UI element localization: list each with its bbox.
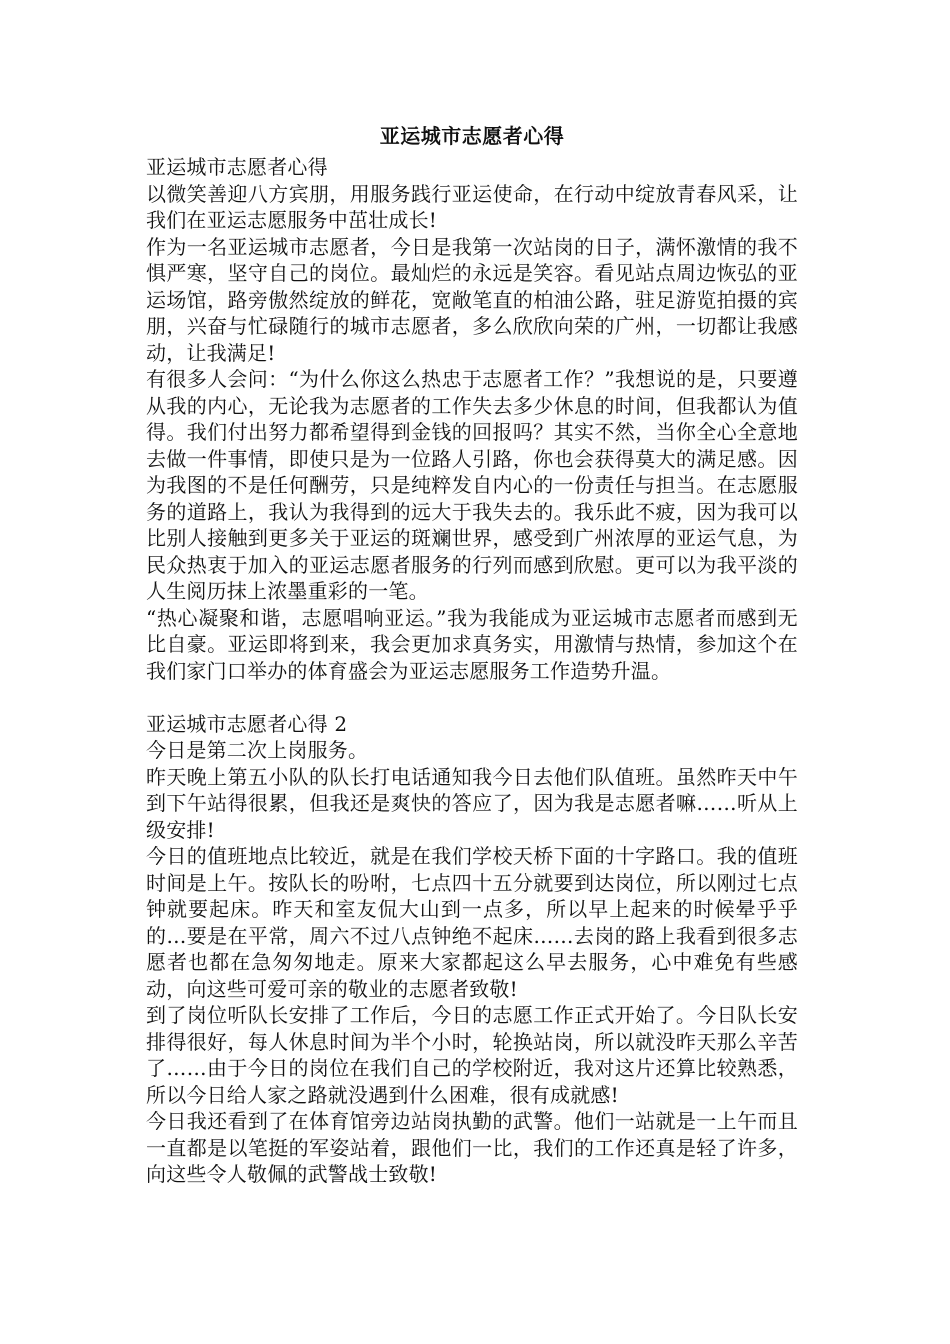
paragraph-duty-location: 今日的值班地点比较近，就是在我们学校天桥下面的十字路口。我的值班时间是上午。按队长的吩咐，七点四十五分就要到达岗位，所以刚过七点钟就要起床。昨天和室友侃大山到一点多，所以早上起来的时候晕乎乎的…要是在平常，周六不过八点钟绝不起床……去岗的路上我看到很多志愿者也都在急匆匆地走。原来大家都起这么早去服务，心中难免有些感动，向这些可爱可亲的敬业的志愿者致敬!: [146, 844, 798, 1001]
blank-line: [146, 684, 798, 711]
paragraph-armed-police: 今日我还看到了在体育馆旁边站岗执勤的武警。他们一站就是一上午而且一直都是以笔挺的军姿站着，跟他们一比，我们的工作还真是轻了许多，向这些令人敬佩的武警战士致敬!: [146, 1109, 798, 1186]
paragraph-first-shift: 作为一名亚运城市志愿者，今日是我第一次站岗的日子，满怀激情的我不惧严寒，坚守自己的岗位。最灿烂的永远是笑容。看见站点周边恢弘的亚运场馆，路旁傲然绽放的鲜花，宽敞笔直的柏油公路，驻足游览拍摄的宾朋，兴奋与忙碌随行的城市志愿者，多么欣欣向荣的广州，一切都让我感动，让我满足!: [146, 234, 798, 365]
paragraph-work-start: 到了岗位听队长安排了工作后，今日的志愿工作正式开始了。今日队长安排得很好，每人休息时间为半个小时，轮换站岗，所以就没昨天那么辛苦了……由于今日的岗位在我们自己的学校附近，我对这片还算比较熟悉，所以今日给人家之路就没遇到什么困难，很有成就感!: [146, 1003, 798, 1107]
document-title: 亚运城市志愿者心得: [379, 124, 565, 148]
paragraph-why-volunteer: 有很多人会问：“为什么你这么热忠于志愿者工作？”我想说的是，只要遵从我的内心，无论我为志愿者的工作失去多少休息的时间，但我都认为值得。我们付出努力都希望得到金钱的回报吗？其实不然，当你全心全意地去做一件事情，即使只是为一位路人引路，你也会获得莫大的满足感。因为我图的不是任何酬劳，只是纯粹发自内心的一份责任与担当。在志愿服务的道路上，我认为我得到的远大于我失去的。我乐此不疲，因为我可以比别人接触到更多关于亚运的斑斓世界，感受到广州浓厚的亚运气息，为民众热衷于加入的亚运志愿者服务的行列而感到欣慰。更可以为我平淡的人生阅历抹上浓墨重彩的一笔。: [146, 367, 798, 603]
paragraph-slogan: “热心凝聚和谐，志愿唱响亚运。”我为我能成为亚运城市志愿者而感到无比自豪。亚运即将到来，我会更加求真务实，用激情与热情，参加这个在我们家门口举办的体育盛会为亚运志愿服务工作造势升温。: [146, 605, 798, 683]
paragraph-subtitle-1: 亚运城市志愿者心得: [146, 155, 328, 179]
paragraph-intro: 以微笑善迎八方宾朋，用服务践行亚运使命，在行动中绽放青春风采，让我们在亚运志愿服务中茁壮成长!: [146, 181, 798, 232]
paragraph-subtitle-2: 亚运城市志愿者心得 2: [146, 711, 348, 736]
document-page: [146, 118, 798, 1188]
paragraph-second-shift: 今日是第二次上岗服务。: [146, 738, 369, 762]
paragraph-call-from-captain: 昨天晚上第五小队的队长打电话通知我今日去他们队值班。虽然昨天中午到下午站得很累，但我还是爽快的答应了，因为我是志愿者嘛……听从上级安排!: [146, 764, 798, 842]
